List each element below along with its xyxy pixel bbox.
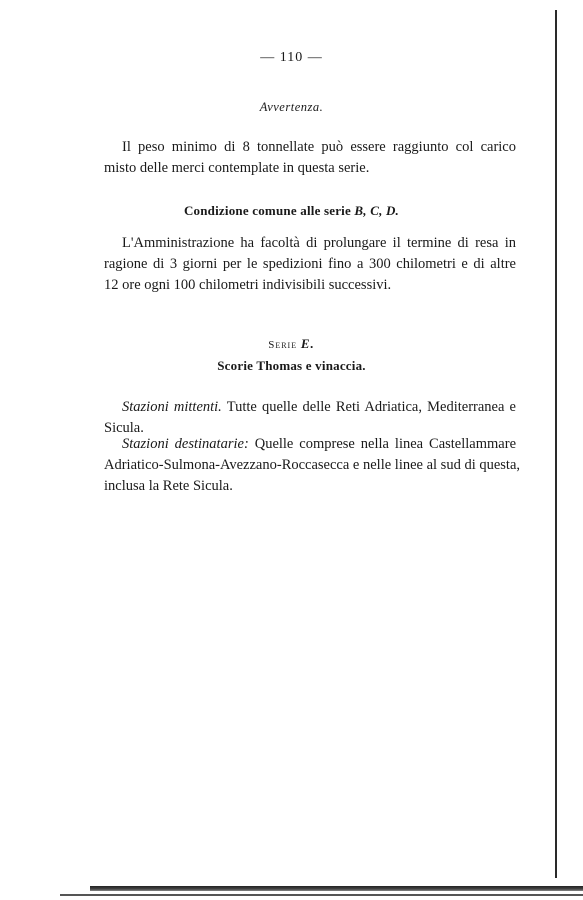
page-edge-bottom (90, 886, 583, 891)
avvertenza-paragraph (104, 137, 516, 179)
avvertenza-heading: Avvertenza. (259, 100, 324, 114)
page-number: — 110 — (260, 50, 323, 65)
destinatarie-label: Stazioni destinatarie: (122, 436, 249, 452)
destinatarie-line-3: inclusa la Rete Sicula. (104, 478, 233, 494)
condizione-heading-series: B, C, D. (354, 203, 400, 218)
serie-word: Serie (268, 339, 298, 351)
mittenti-line-2: Sicula. (104, 420, 144, 436)
mittenti-text-1: Tutte quelle delle Reti Adriatica, Mediterranea e (226, 399, 516, 415)
destinatarie-text-1: Quelle comprese nella linea Castellammare (254, 436, 516, 452)
serie-e-label (0, 336, 583, 352)
destinatarie-line-2: Adriatico-Sulmona-Avezzano-Roccasecca e nelle linee al sud di questa, (104, 457, 521, 473)
condizione-line-2: ragione di 3 giorni per le spedizioni fino a 300 chilometri e di altre (104, 256, 516, 272)
serie-e-title: Scorie Thomas e vinaccia. (217, 358, 366, 373)
avvertenza-line-2: misto delle merci contemplate in questa serie. (104, 160, 370, 176)
condizione-paragraph (104, 233, 516, 296)
mittenti-line-1 (104, 397, 516, 418)
mittenti-label: Stazioni mittenti. (122, 399, 222, 415)
mittenti-paragraph (104, 397, 516, 439)
destinatarie-paragraph (104, 434, 521, 497)
condizione-heading (0, 203, 583, 219)
avvertenza-line-1: Il peso minimo di 8 tonnellate può essere raggiunto col carico (122, 139, 516, 155)
page-edge-bottom-thin (60, 894, 583, 896)
serie-letter: E. (300, 336, 315, 351)
page-edge-right (555, 10, 557, 878)
condizione-line-3: 12 ore ogni 100 chilometri indivisibili successivi. (104, 277, 392, 293)
condizione-heading-prefix: Condizione comune alle serie (183, 203, 351, 218)
destinatarie-line-1 (104, 434, 516, 455)
condizione-line-1: L'Amministrazione ha facoltà di prolungare il termine di resa in (122, 235, 516, 251)
